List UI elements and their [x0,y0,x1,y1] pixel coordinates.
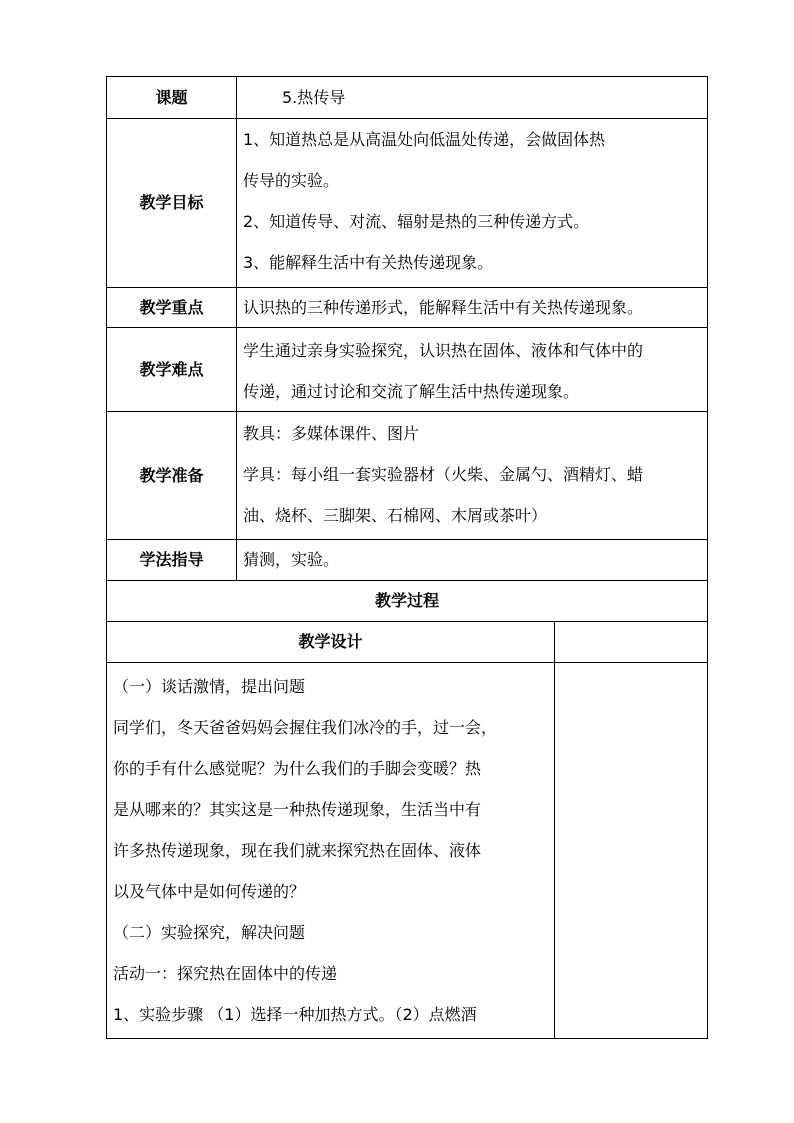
table-border-right [707,76,708,1039]
design-header: 教学设计 [298,632,363,651]
goals-line: 传导的实验。 [243,171,340,190]
goals-line: 1、知道热总是从高温处向低温处传递，会做固体热 [243,130,606,149]
design-column-divider [554,621,555,1039]
label-column-divider [236,76,237,580]
difficulty-content [243,330,703,412]
key-label: 教学重点 [139,297,204,317]
design-line: 你的手有什么感觉呢？为什么我们的手脚会变暖？热 [113,759,482,778]
goals-content [243,119,703,283]
row-divider-design [106,662,708,663]
design-line: （一）谈话激情，提出问题 [113,677,306,696]
prep-line: 学具：每小组一套实验器材（火柴、金属勺、酒精灯、蜡 [243,465,644,484]
topic-label: 课题 [155,87,188,107]
prep-label: 教学准备 [139,465,204,485]
goals-label: 教学目标 [139,193,204,212]
method-value: 猜测，实验。 [243,550,340,569]
design-content [113,666,553,1035]
design-line: （二）实验探究，解决问题 [113,923,306,942]
prep-line: 教具：多媒体课件、图片 [243,424,420,443]
difficulty-line: 学生通过亲身实验探究，认识热在固体、液体和气体中的 [243,341,644,360]
process-header: 教学过程 [374,591,439,610]
key-value: 认识热的三种传递形式，能解释生活中有关热传递现象。 [243,298,644,317]
prep-content [243,413,703,536]
table-border-bottom [106,1038,708,1039]
difficulty-line: 传递，通过讨论和交流了解生活中热传递现象。 [243,382,580,401]
prep-line: 油、烧杯、三脚架、石棉网、木屑或茶叶） [243,506,548,525]
design-line: 以及气体中是如何传递的？ [113,882,306,901]
difficulty-label: 教学难点 [139,359,204,379]
design-line: 1、实验步骤 （1）选择一种加热方式。（2）点燃酒 [113,1005,477,1024]
design-line: 许多热传递现象，现在我们就来探究热在固体、液体 [113,841,482,860]
design-line: 是从哪来的？其实这是一种热传递现象，生活当中有 [113,800,482,819]
design-line: 同学们，冬天爸爸妈妈会握住我们冰冷的手，过一会， [113,718,498,737]
topic-value: 5.热传导 [282,88,346,107]
goals-line: 3、能解释生活中有关热传递现象。 [243,253,494,272]
design-line: 活动一：探究热在固体中的传递 [113,964,338,983]
method-label: 学法指导 [139,550,204,569]
goals-line: 2、知道传导、对流、辐射是热的三种传递方式。 [243,212,590,231]
